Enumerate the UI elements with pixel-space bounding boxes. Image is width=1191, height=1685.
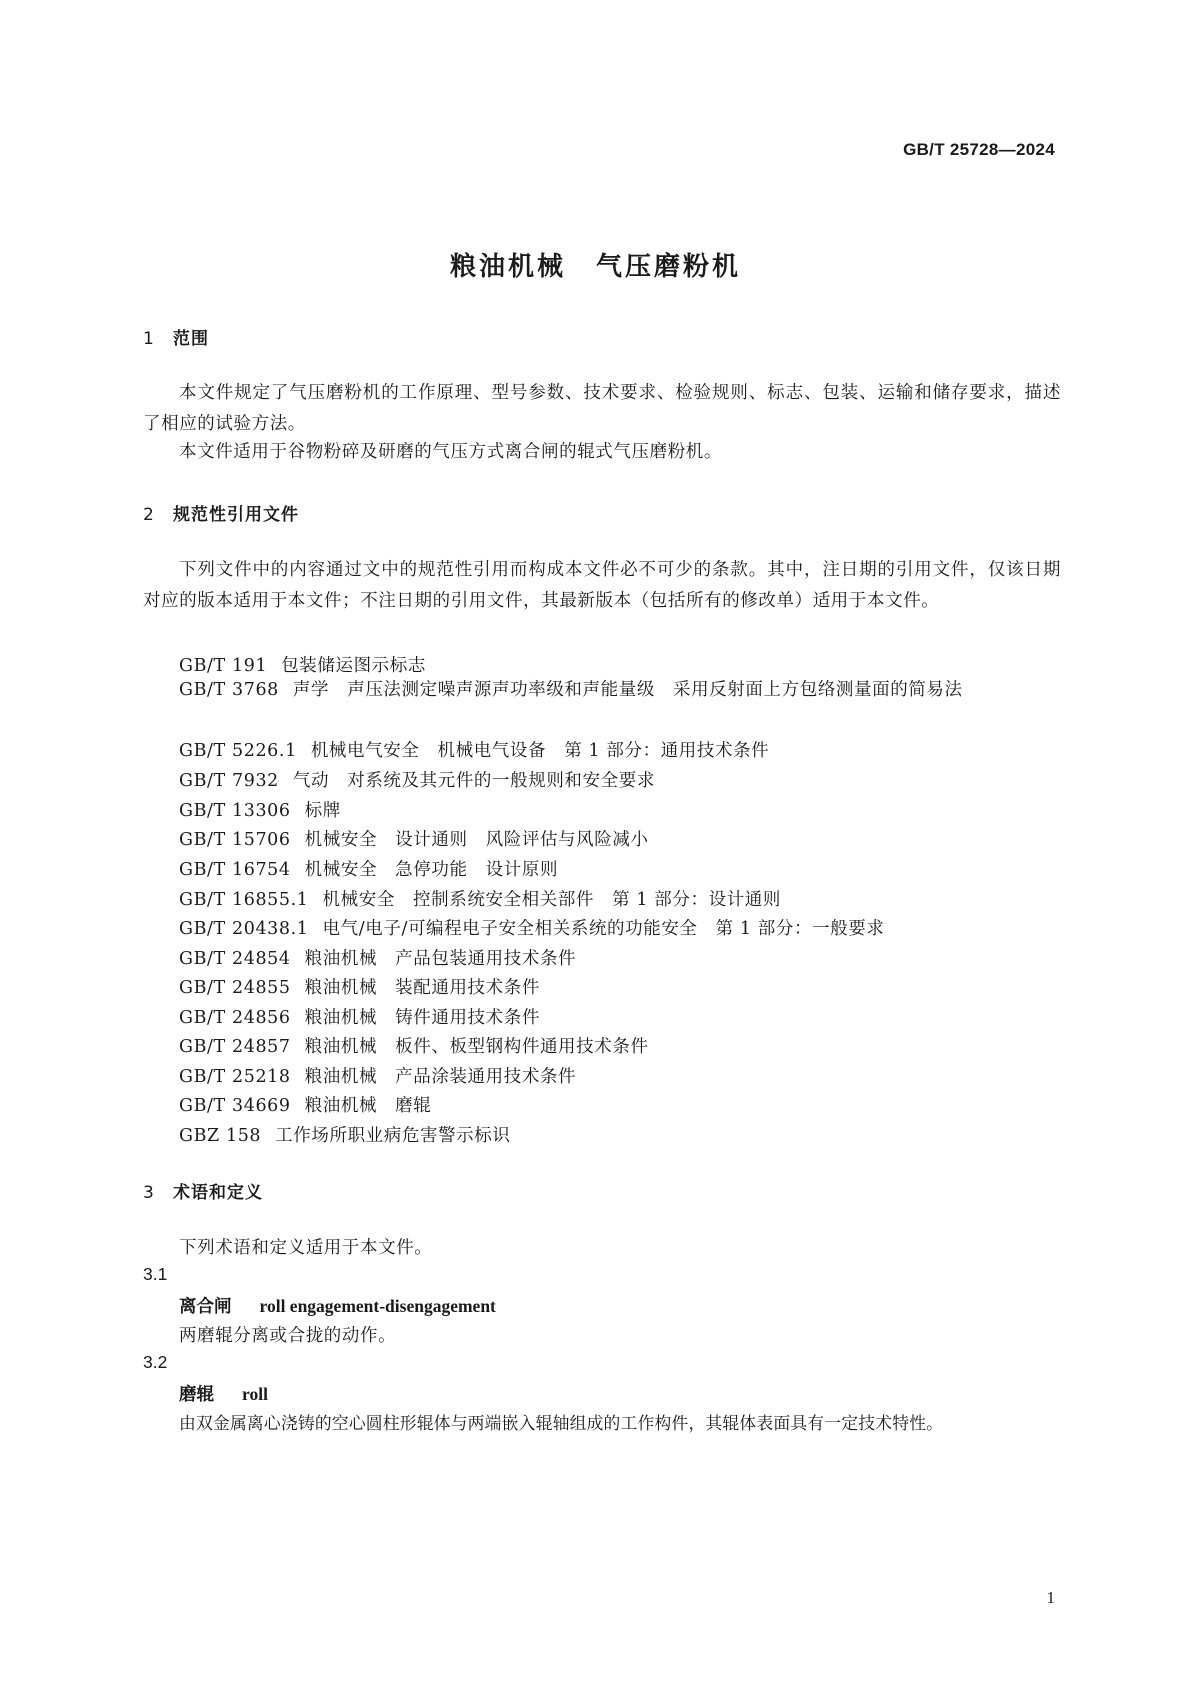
reference-item — [179, 737, 769, 762]
reference-code: GB/T 7932 — [179, 771, 279, 791]
reference-item — [179, 915, 885, 940]
reference-item — [179, 974, 540, 999]
reference-title: 气动 对系统及其元件的一般规则和安全要求 — [292, 771, 655, 791]
term-zh: 磨辊 — [179, 1385, 214, 1405]
references-intro: 下列文件中的内容通过文中的规范性引用而构成本文件必不可少的条款。其中，注日期的引用文件，仅该日期对应的版本适用于本文件；不注日期的引用文件，其最新版本（包括所有的修改单）适用于本文件。 — [143, 560, 1061, 611]
reference-code: GB/T 25218 — [179, 1067, 291, 1087]
term-definition: 两磨辊分离或合拢的动作。 — [179, 1326, 397, 1346]
reference-item — [179, 856, 558, 881]
reference-item — [179, 886, 781, 911]
term-heading — [179, 1293, 496, 1318]
reference-title: 声学 声压法测定噪声源声功率级和声能量级 采用反射面上方包络测量面的简易法 — [292, 680, 963, 700]
reference-title: 机械安全 控制系统安全相关部件 第 1 部分：设计通则 — [322, 890, 782, 910]
section-title: 范围 — [173, 329, 209, 349]
term-number: 3.2 — [143, 1352, 168, 1372]
reference-title: 粮油机械 产品包装通用技术条件 — [304, 949, 577, 969]
reference-code: GBZ 158 — [179, 1126, 262, 1146]
term-heading — [179, 1381, 268, 1406]
section-number: 2 — [143, 505, 155, 525]
standard-code: GB/T 25728—2024 — [903, 140, 1055, 159]
reference-code: GB/T 24854 — [179, 949, 291, 969]
reference-title: 工作场所职业病危害警示标识 — [275, 1126, 511, 1146]
reference-item — [179, 767, 655, 792]
section-title: 术语和定义 — [173, 1183, 263, 1203]
reference-item — [179, 1122, 510, 1147]
reference-title: 粮油机械 铸件通用技术条件 — [304, 1008, 540, 1028]
reference-code: GB/T 13306 — [179, 801, 291, 821]
term-definition: 由双金属离心浇铸的空心圆柱形辊体与两端嵌入辊轴组成的工作构件，其辊体表面具有一定技术特性。 — [179, 1413, 944, 1433]
reference-item — [143, 675, 1061, 706]
reference-title: 电气/电子/可编程电子安全相关系统的功能安全 第 1 部分：一般要求 — [322, 919, 885, 939]
section-number: 3 — [143, 1183, 155, 1203]
title-part-1: 粮油机械 — [449, 252, 566, 282]
reference-title: 标牌 — [304, 801, 341, 821]
reference-item — [179, 826, 649, 851]
reference-item — [179, 1092, 431, 1117]
page-number: 1 — [1046, 1588, 1055, 1607]
reference-code: GB/T 5226.1 — [179, 741, 297, 761]
reference-item — [179, 945, 576, 970]
reference-code: GB/T 20438.1 — [179, 919, 309, 939]
reference-code: GB/T 16855.1 — [179, 890, 309, 910]
reference-title: 机械安全 急停功能 设计原则 — [304, 860, 559, 880]
section-number: 1 — [143, 329, 155, 349]
reference-code: GB/T 24855 — [179, 978, 291, 998]
term-en: roll engagement-disengagement — [259, 1296, 496, 1316]
reference-title: 包装储运图示标志 — [281, 656, 426, 676]
section-2-heading — [143, 500, 299, 525]
reference-item — [179, 1063, 576, 1088]
reference-code: GB/T 24857 — [179, 1037, 291, 1057]
title-part-2: 气压磨粉机 — [596, 252, 742, 282]
scope-paragraph-1: 本文件规定了气压磨粉机的工作原理、型号参数、技术要求、检验规则、标志、包装、运输和储存要求，描述了相应的试验方法。 — [143, 383, 1061, 434]
reference-code: GB/T 3768 — [179, 680, 279, 700]
reference-code: GB/T 34669 — [179, 1096, 291, 1116]
terms-intro: 下列术语和定义适用于本文件。 — [179, 1238, 433, 1258]
reference-title: 粮油机械 板件、板型钢构件通用技术条件 — [304, 1037, 649, 1057]
document-title — [0, 246, 1191, 283]
term-zh: 离合闸 — [179, 1297, 232, 1317]
section-title: 规范性引用文件 — [173, 505, 299, 525]
section-1-heading — [143, 324, 209, 349]
reference-item — [179, 1004, 540, 1029]
reference-code: GB/T 191 — [179, 656, 268, 676]
reference-title: 机械安全 设计通则 风险评估与风险减小 — [304, 830, 649, 850]
reference-title: 粮油机械 磨辊 — [304, 1096, 432, 1116]
reference-title: 粮油机械 装配通用技术条件 — [304, 978, 540, 998]
term-en: roll — [242, 1384, 268, 1404]
reference-title: 机械电气安全 机械电气设备 第 1 部分：通用技术条件 — [310, 741, 770, 761]
reference-title: 粮油机械 产品涂装通用技术条件 — [304, 1067, 577, 1087]
term-number: 3.1 — [143, 1264, 168, 1284]
scope-paragraph-2: 本文件适用于谷物粉碎及研磨的气压方式离合闸的辊式气压磨粉机。 — [179, 442, 722, 462]
reference-code: GB/T 16754 — [179, 860, 291, 880]
reference-item — [179, 652, 426, 677]
reference-item — [179, 1033, 649, 1058]
reference-item — [179, 797, 341, 822]
section-3-heading — [143, 1178, 263, 1203]
reference-code: GB/T 24856 — [179, 1008, 291, 1028]
reference-code: GB/T 15706 — [179, 830, 291, 850]
